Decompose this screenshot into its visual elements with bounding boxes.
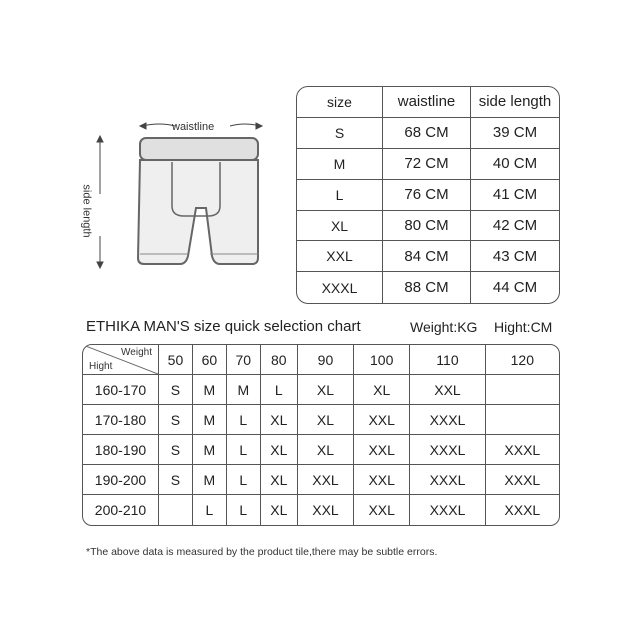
table-row	[83, 465, 559, 495]
table-cell: XL	[261, 465, 298, 495]
table-row	[297, 118, 559, 149]
table-cell: 88 CM	[383, 272, 471, 303]
header-waistline: waistline	[383, 87, 471, 118]
height-header: 190-200	[83, 465, 159, 495]
header-side-length: side length	[471, 87, 559, 118]
table-cell: XL	[354, 375, 410, 405]
table-cell: L	[227, 435, 261, 465]
table-cell: 41 CM	[471, 180, 559, 211]
table-cell: XL	[261, 495, 298, 525]
table-cell: XL	[261, 405, 298, 435]
table-cell: XXL	[354, 405, 410, 435]
side-length-arrow	[97, 136, 103, 268]
weight-header: 100	[354, 345, 410, 375]
corner-weight-label: Weight	[121, 347, 152, 358]
table-cell: XXXL	[410, 465, 485, 495]
table-header-row	[297, 87, 559, 118]
corner-hight-label: Hight	[89, 361, 113, 372]
table-cell: M	[297, 149, 383, 180]
table-cell: XXXL	[410, 435, 485, 465]
height-header: 200-210	[83, 495, 159, 525]
table-row	[297, 272, 559, 303]
table-cell: XL	[298, 375, 354, 405]
table-cell: S	[297, 118, 383, 149]
table-cell: XXXL	[486, 465, 559, 495]
weight-header: 90	[298, 345, 354, 375]
height-header: 170-180	[83, 405, 159, 435]
weight-header: 70	[227, 345, 261, 375]
table-cell: M	[193, 465, 227, 495]
table-row	[83, 435, 559, 465]
table-cell: S	[159, 375, 193, 405]
table-cell: L	[261, 375, 298, 405]
quick-selection-table	[82, 344, 560, 526]
table-row	[83, 375, 559, 405]
table-row	[297, 241, 559, 272]
table-cell: 72 CM	[383, 149, 471, 180]
table-cell: S	[159, 435, 193, 465]
table-header-row	[83, 345, 559, 375]
table-cell: S	[159, 465, 193, 495]
table-row	[297, 211, 559, 242]
height-unit-label: Hight:CM	[494, 319, 553, 335]
table-cell: XXL	[297, 241, 383, 272]
table-cell	[486, 375, 559, 405]
table-cell: 43 CM	[471, 241, 559, 272]
table-cell: 68 CM	[383, 118, 471, 149]
waistline-label: waistline	[172, 121, 215, 133]
weight-header: 110	[410, 345, 485, 375]
table-row	[297, 180, 559, 211]
table-cell: L	[227, 465, 261, 495]
table-cell: XL	[297, 211, 383, 242]
table-cell	[486, 405, 559, 435]
table-cell: XXL	[354, 435, 410, 465]
table-cell: L	[227, 405, 261, 435]
table-cell: XXXL	[504, 502, 541, 518]
footnote: *The above data is measured by the product tile,there may be subtle errors.	[86, 546, 438, 558]
table-cell: XL	[298, 435, 354, 465]
weight-header: 80	[261, 345, 298, 375]
table-cell: XXL	[298, 465, 354, 495]
table-cell: XXL	[410, 375, 485, 405]
table-cell: 40 CM	[471, 149, 559, 180]
size-measurement-table	[296, 86, 560, 304]
waistband	[140, 138, 258, 160]
boxer-brief-diagram	[80, 108, 280, 288]
table-cell: L	[227, 495, 261, 525]
table-cell: 42 CM	[471, 211, 559, 242]
weight-header: 60	[193, 345, 227, 375]
table-cell: XL	[261, 435, 298, 465]
table-cell: 76 CM	[383, 180, 471, 211]
table-cell: 84 CM	[383, 241, 471, 272]
table-cell: S	[159, 405, 193, 435]
table-row	[297, 149, 559, 180]
table-cell: 39 CM	[471, 118, 559, 149]
height-header: 160-170	[83, 375, 159, 405]
table-cell: M	[193, 405, 227, 435]
table-cell: XXXL	[410, 405, 485, 435]
corner-cell	[83, 345, 159, 375]
table-cell	[159, 495, 193, 525]
garment-body	[138, 160, 258, 264]
weight-unit-label: Weight:KG	[410, 319, 478, 335]
table-cell: M	[227, 375, 261, 405]
quick-chart-title: ETHIKA MAN'S size quick selection chart	[86, 318, 361, 335]
table-cell: L	[193, 495, 227, 525]
header-size: size	[297, 87, 383, 118]
weight-header: 50	[159, 345, 193, 375]
table-cell: M	[193, 375, 227, 405]
table-cell: XXXL	[410, 495, 485, 525]
table-cell: XL	[298, 405, 354, 435]
table-cell: XXL	[298, 495, 354, 525]
side-length-label: side length	[80, 184, 93, 238]
table-cell: 80 CM	[383, 211, 471, 242]
height-header: 180-190	[83, 435, 159, 465]
table-row	[83, 495, 559, 525]
table-cell: XXXL	[486, 435, 559, 465]
table-cell: 44 CM	[492, 279, 538, 297]
table-row	[83, 405, 559, 435]
table-cell: XXXL	[297, 272, 383, 303]
table-cell: L	[297, 180, 383, 211]
table-cell: XXL	[354, 465, 410, 495]
table-cell: M	[193, 435, 227, 465]
table-cell: XXL	[354, 495, 410, 525]
weight-header: 120	[486, 345, 559, 375]
